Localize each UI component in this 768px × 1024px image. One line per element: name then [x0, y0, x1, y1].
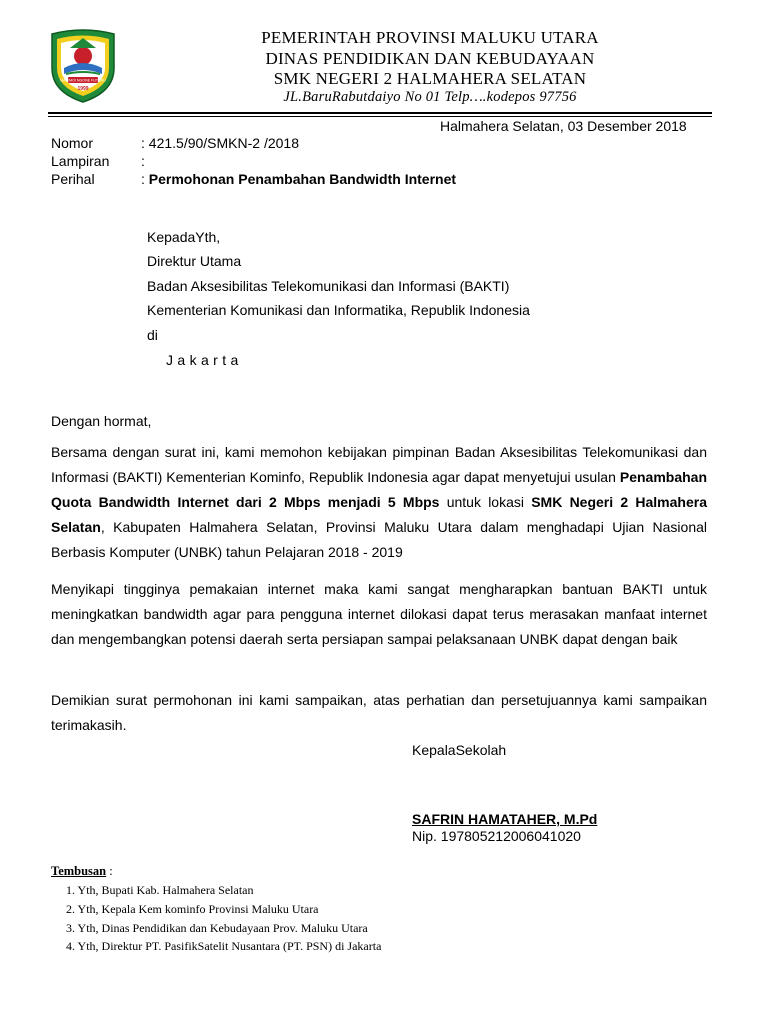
perihal-subject: Permohonan Penambahan Bandwidth Internet [148, 171, 457, 187]
government-emblem-logo [48, 28, 118, 104]
recipient-city: Jakarta [166, 352, 243, 368]
signature-name: SAFRIN HAMATAHER, M.Pd [412, 811, 598, 827]
letterhead-government: PEMERINTAH PROVINSI MALUKU UTARA [261, 28, 599, 47]
tembusan-item: 2. Yth, Kepala Kem kominfo Provinsi Maluku Utara [66, 902, 319, 916]
paragraph-text: untuk lokasi [439, 494, 532, 510]
recipient-line: Kementerian Komunikasi dan Informatika, Republik Indonesia [147, 302, 530, 318]
tembusan-colon: : [106, 864, 113, 878]
recipient-line: Direktur Utama [147, 253, 242, 269]
lampiran-value: : [141, 153, 145, 169]
body-paragraph-1 [51, 440, 707, 565]
recipient-line: KepadaYth, [147, 229, 221, 245]
paragraph-text: Bersama dengan surat ini, kami memohon kebijakan pimpinan Badan Aksesibilitas Telekomunikasi dan Informasi (BAKTI) Kementerian Kominfo, Republik Indonesia agar dapat menyetujui usulan [51, 444, 707, 485]
recipient-line: Badan Aksesibilitas Telekomunikasi dan Informasi (BAKTI) [147, 278, 510, 294]
lampiran-label: Lampiran [51, 153, 110, 169]
tembusan-item: 4. Yth, Direktur PT. PasifikSatelit Nusantara (PT. PSN) di Jakarta [66, 939, 382, 953]
signature-nip: Nip. 197805212006041020 [412, 828, 581, 844]
signature-title: KepalaSekolah [412, 742, 507, 758]
tembusan-heading [51, 863, 113, 879]
logo-motto: MARIMOI NGONE FUTURU [60, 78, 106, 83]
letterhead-school: SMK NEGERI 2 HALMAHERA SELATAN [273, 69, 587, 88]
letter-date: Halmahera Selatan, 03 Desember 2018 [440, 118, 687, 134]
perihal-label: Perihal [51, 171, 95, 187]
nomor-value: : 421.5/90/SMKN-2 /2018 [141, 135, 299, 151]
letterhead-address: JL.BaruRabutdaiyo No 01 Telp….kodepos 97756 [283, 89, 577, 105]
body-paragraph-3: Demikian surat permohonan ini kami sampaikan, atas perhatian dan persetujuannya kami sampaikan terimakasih. [51, 692, 707, 733]
tembusan-label: Tembusan [51, 864, 107, 878]
paragraph-emphasis: Penambahan Quota Bandwidth Internet dari 2 Mbps menjadi 5 Mbps [51, 469, 707, 510]
logo-year: 1999 [77, 86, 89, 92]
salutation: Dengan hormat, [51, 413, 152, 429]
tembusan-item: 3. Yth, Dinas Pendidikan dan Kebudayaan Prov. Maluku Utara [66, 921, 368, 935]
paragraph-text: , Kabupaten Halmahera Selatan, Provinsi Maluku Utara dalam menghadapi Ujian Nasional Berbasis Komputer (UNBK) tahun Pelajaran 2018 - 2019 [51, 519, 707, 560]
recipient-line: di [147, 327, 158, 343]
tembusan-item: 1. Yth, Bupati Kab. Halmahera Selatan [66, 883, 254, 897]
perihal-colon: : [141, 171, 149, 187]
letterhead-department: DINAS PENDIDIKAN DAN KEBUDAYAAN [265, 49, 595, 68]
paragraph-emphasis: SMK Negeri 2 Halmahera Selatan [51, 494, 707, 535]
body-paragraph-2: Menyikapi tingginya pemakaian internet maka kami sangat mengharapkan bantuan BAKTI untuk meningkatkan bandwidth agar para pengguna internet dilokasi dapat terus merasakan manfaat internet dan mengembangkan potensi daerah serta persiapan sampai pelaksanaan UNBK dapat dengan baik [51, 581, 707, 647]
perihal-value [141, 170, 456, 188]
nomor-label: Nomor [51, 135, 94, 151]
